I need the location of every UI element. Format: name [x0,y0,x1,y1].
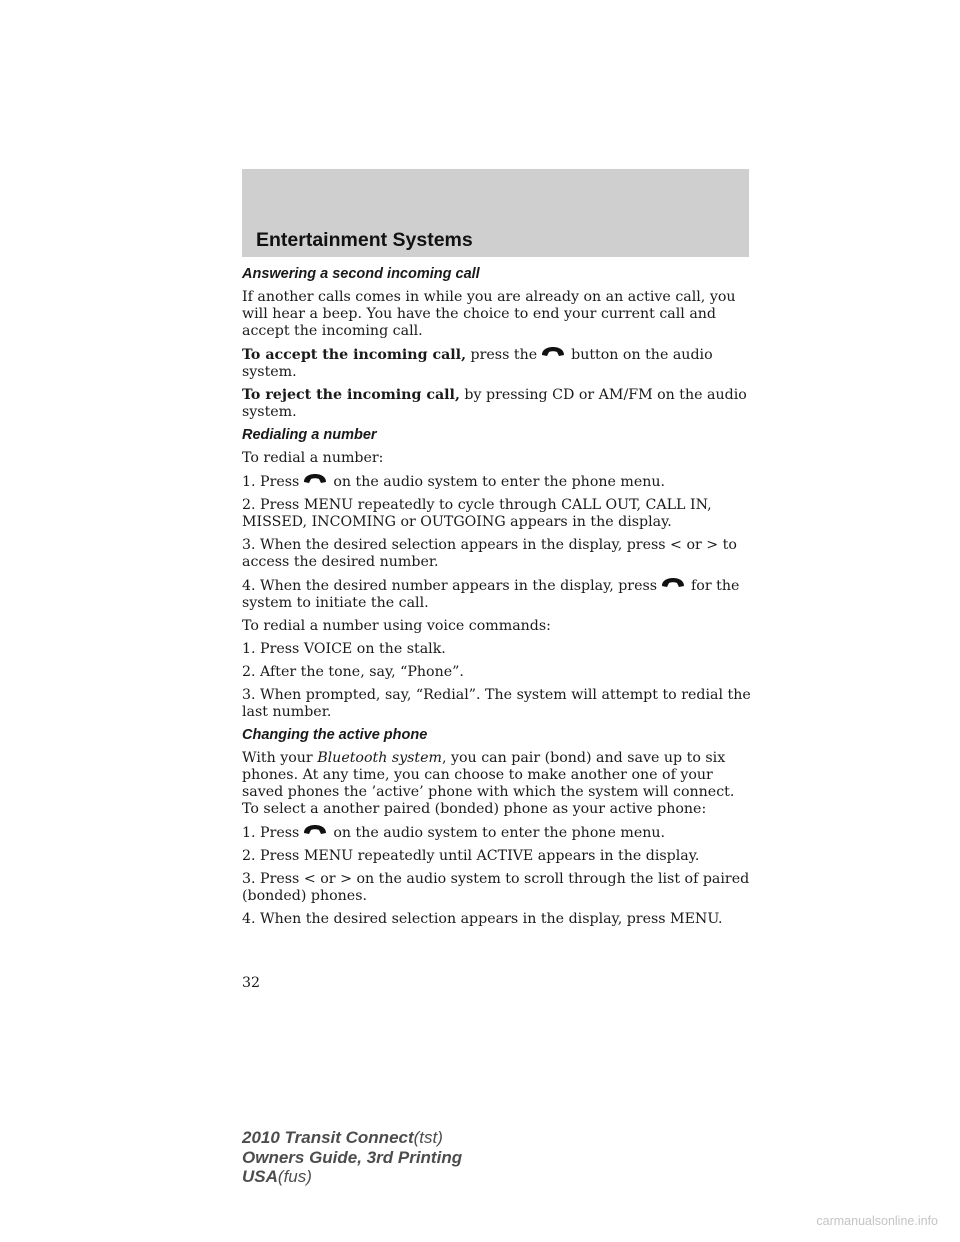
footer-region: USA [242,1167,278,1186]
active-step-1-pre: 1. Press [242,825,300,841]
redial-step-4 [242,577,752,612]
redial-step-2: 2. Press MENU repeatedly to cycle through CALL OUT, CALL IN, MISSED, INCOMING or OUTGOING appears in the display. [242,497,712,530]
phone-handset-icon [303,824,327,836]
voice-redial-intro: To redial a number using voice commands: [242,618,551,634]
heading-active-phone: Changing the active phone [242,727,428,743]
active-phone-intro-italic: Bluetooth system [317,750,442,766]
footer-model-code: (tst) [413,1128,443,1147]
redial-intro: To redial a number: [242,450,384,466]
footer-region-code: (fus) [277,1167,312,1186]
voice-step-2: 2. After the tone, say, “Phone”. [242,664,464,680]
phone-handset-icon [303,473,327,485]
reject-call-lead: To reject the incoming call, [242,387,460,403]
active-phone-intro-post: , you can pair (bond) and save up to six phones. At any time, you can choose to make another one of your saved phones the ’active’ phone with which the system will connect. To select a another paired (bonded) phone as your active phone: [242,750,735,817]
page-content [242,266,752,934]
redial-step-1-post: on the audio system to enter the phone menu. [333,474,666,490]
document-footer [242,1128,462,1187]
accept-call-lead: To accept the incoming call, [242,347,467,363]
phone-handset-icon [541,346,565,358]
active-phone-intro [242,750,752,818]
footer-line-1 [242,1128,462,1148]
redial-step-4-pre: 4. When the desired number appears in the display, press [242,578,658,594]
page-number: 32 [242,975,261,991]
redial-step-4-post: for the system to initiate the call. [242,578,740,611]
footer-line-3 [242,1167,462,1187]
active-step-2: 2. Press MENU repeatedly until ACTIVE appears in the display. [242,848,700,864]
active-step-4: 4. When the desired selection appears in the display, press MENU. [242,911,723,927]
section-title: Entertainment Systems [256,229,473,251]
voice-step-1: 1. Press VOICE on the stalk. [242,641,446,657]
heading-second-call: Answering a second incoming call [242,266,480,282]
active-step-1 [242,824,752,842]
active-step-3: 3. Press < or > on the audio system to scroll through the list of paired (bonded) phones. [242,871,750,904]
active-step-1-post: on the audio system to enter the phone menu. [333,825,666,841]
watermark: carmanualsonline.info [816,1214,938,1228]
phone-handset-icon [661,577,685,589]
redial-step-1-pre: 1. Press [242,474,300,490]
heading-redial: Redialing a number [242,427,377,443]
reject-call-text: by pressing CD or AM/FM on the audio system. [242,387,747,420]
voice-step-3: 3. When prompted, say, “Redial”. The system will attempt to redial the last number. [242,687,751,720]
footer-model: 2010 Transit Connect [242,1128,414,1147]
redial-step-3: 3. When the desired selection appears in the display, press < or > to access the desired number. [242,537,737,570]
section-header-bar [242,169,749,257]
second-call-intro: If another calls comes in while you are already on an active call, you will hear a beep. You have the choice to end your current call and accept the incoming call. [242,289,736,339]
reject-call-paragraph [242,387,752,421]
accept-call-post: button on the audio system. [242,347,713,380]
redial-step-1 [242,473,752,491]
accept-call-paragraph [242,346,752,381]
footer-line-2: Owners Guide, 3rd Printing [242,1147,463,1167]
accept-call-pre: press the [470,347,538,363]
active-phone-intro-pre: With your [242,750,313,766]
